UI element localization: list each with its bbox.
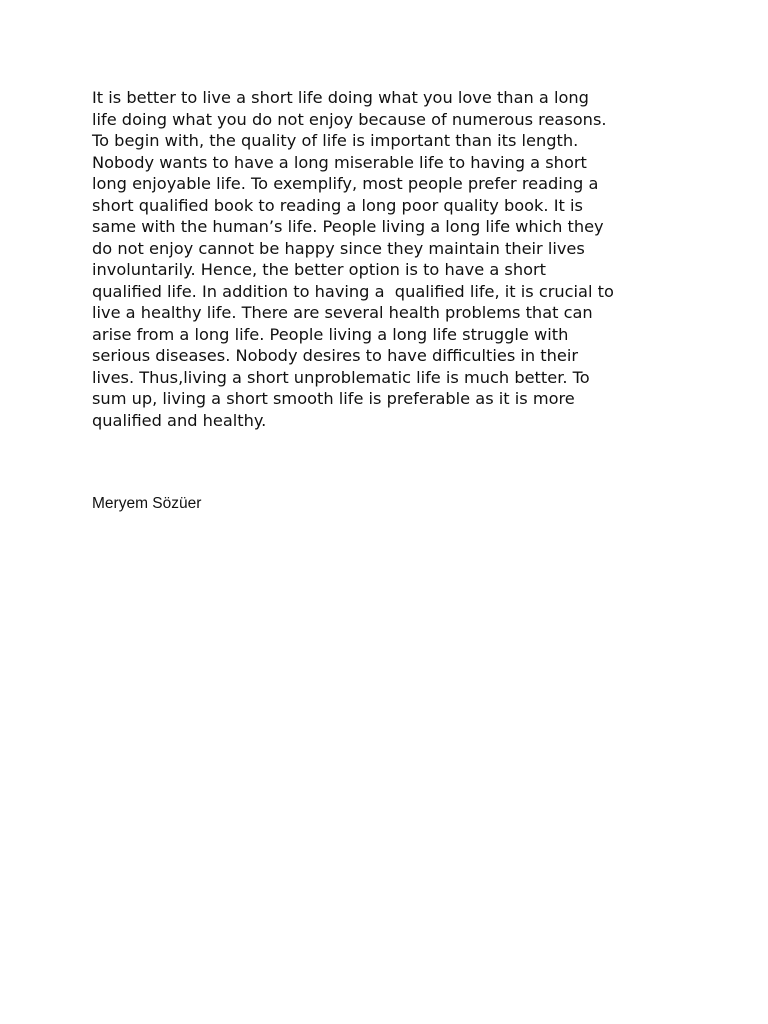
essay-line: qualified life. In addition to having a qualified life, it is crucial to	[92, 281, 614, 301]
essay-line: short qualified book to reading a long poor quality book. It is	[92, 195, 583, 215]
essay-line: arise from a long life. People living a long life struggle with	[92, 324, 569, 344]
essay-line: sum up, living a short smooth life is preferable as it is more	[92, 389, 575, 408]
essay-paragraph	[92, 87, 692, 431]
essay-line: To begin with, the quality of life is important than its length.	[92, 131, 579, 150]
essay-line: lives. Thus,living a short unproblematic life is much better. To	[92, 367, 590, 387]
author-name: Meryem Sözüer	[92, 495, 202, 512]
essay-line: do not enjoy cannot be happy since they maintain their lives	[92, 238, 585, 258]
essay-line: Nobody wants to have a long miserable life to having a short	[92, 152, 587, 172]
essay-line: live a healthy life. There are several health problems that can	[92, 303, 593, 322]
essay-line: life doing what you do not enjoy because of numerous reasons.	[92, 109, 607, 129]
essay-line: serious diseases. Nobody desires to have difficulties in their	[92, 346, 579, 365]
essay-line: same with the human’s life. People living a long life which they	[92, 217, 604, 236]
essay-line: long enjoyable life. To exemplify, most people prefer reading a	[92, 174, 599, 193]
essay-line: involuntarily. Hence, the better option is to have a short	[92, 260, 547, 279]
essay-line: It is better to live a short life doing what you love than a long	[92, 88, 589, 107]
essay-line: qualified and healthy.	[92, 410, 267, 430]
